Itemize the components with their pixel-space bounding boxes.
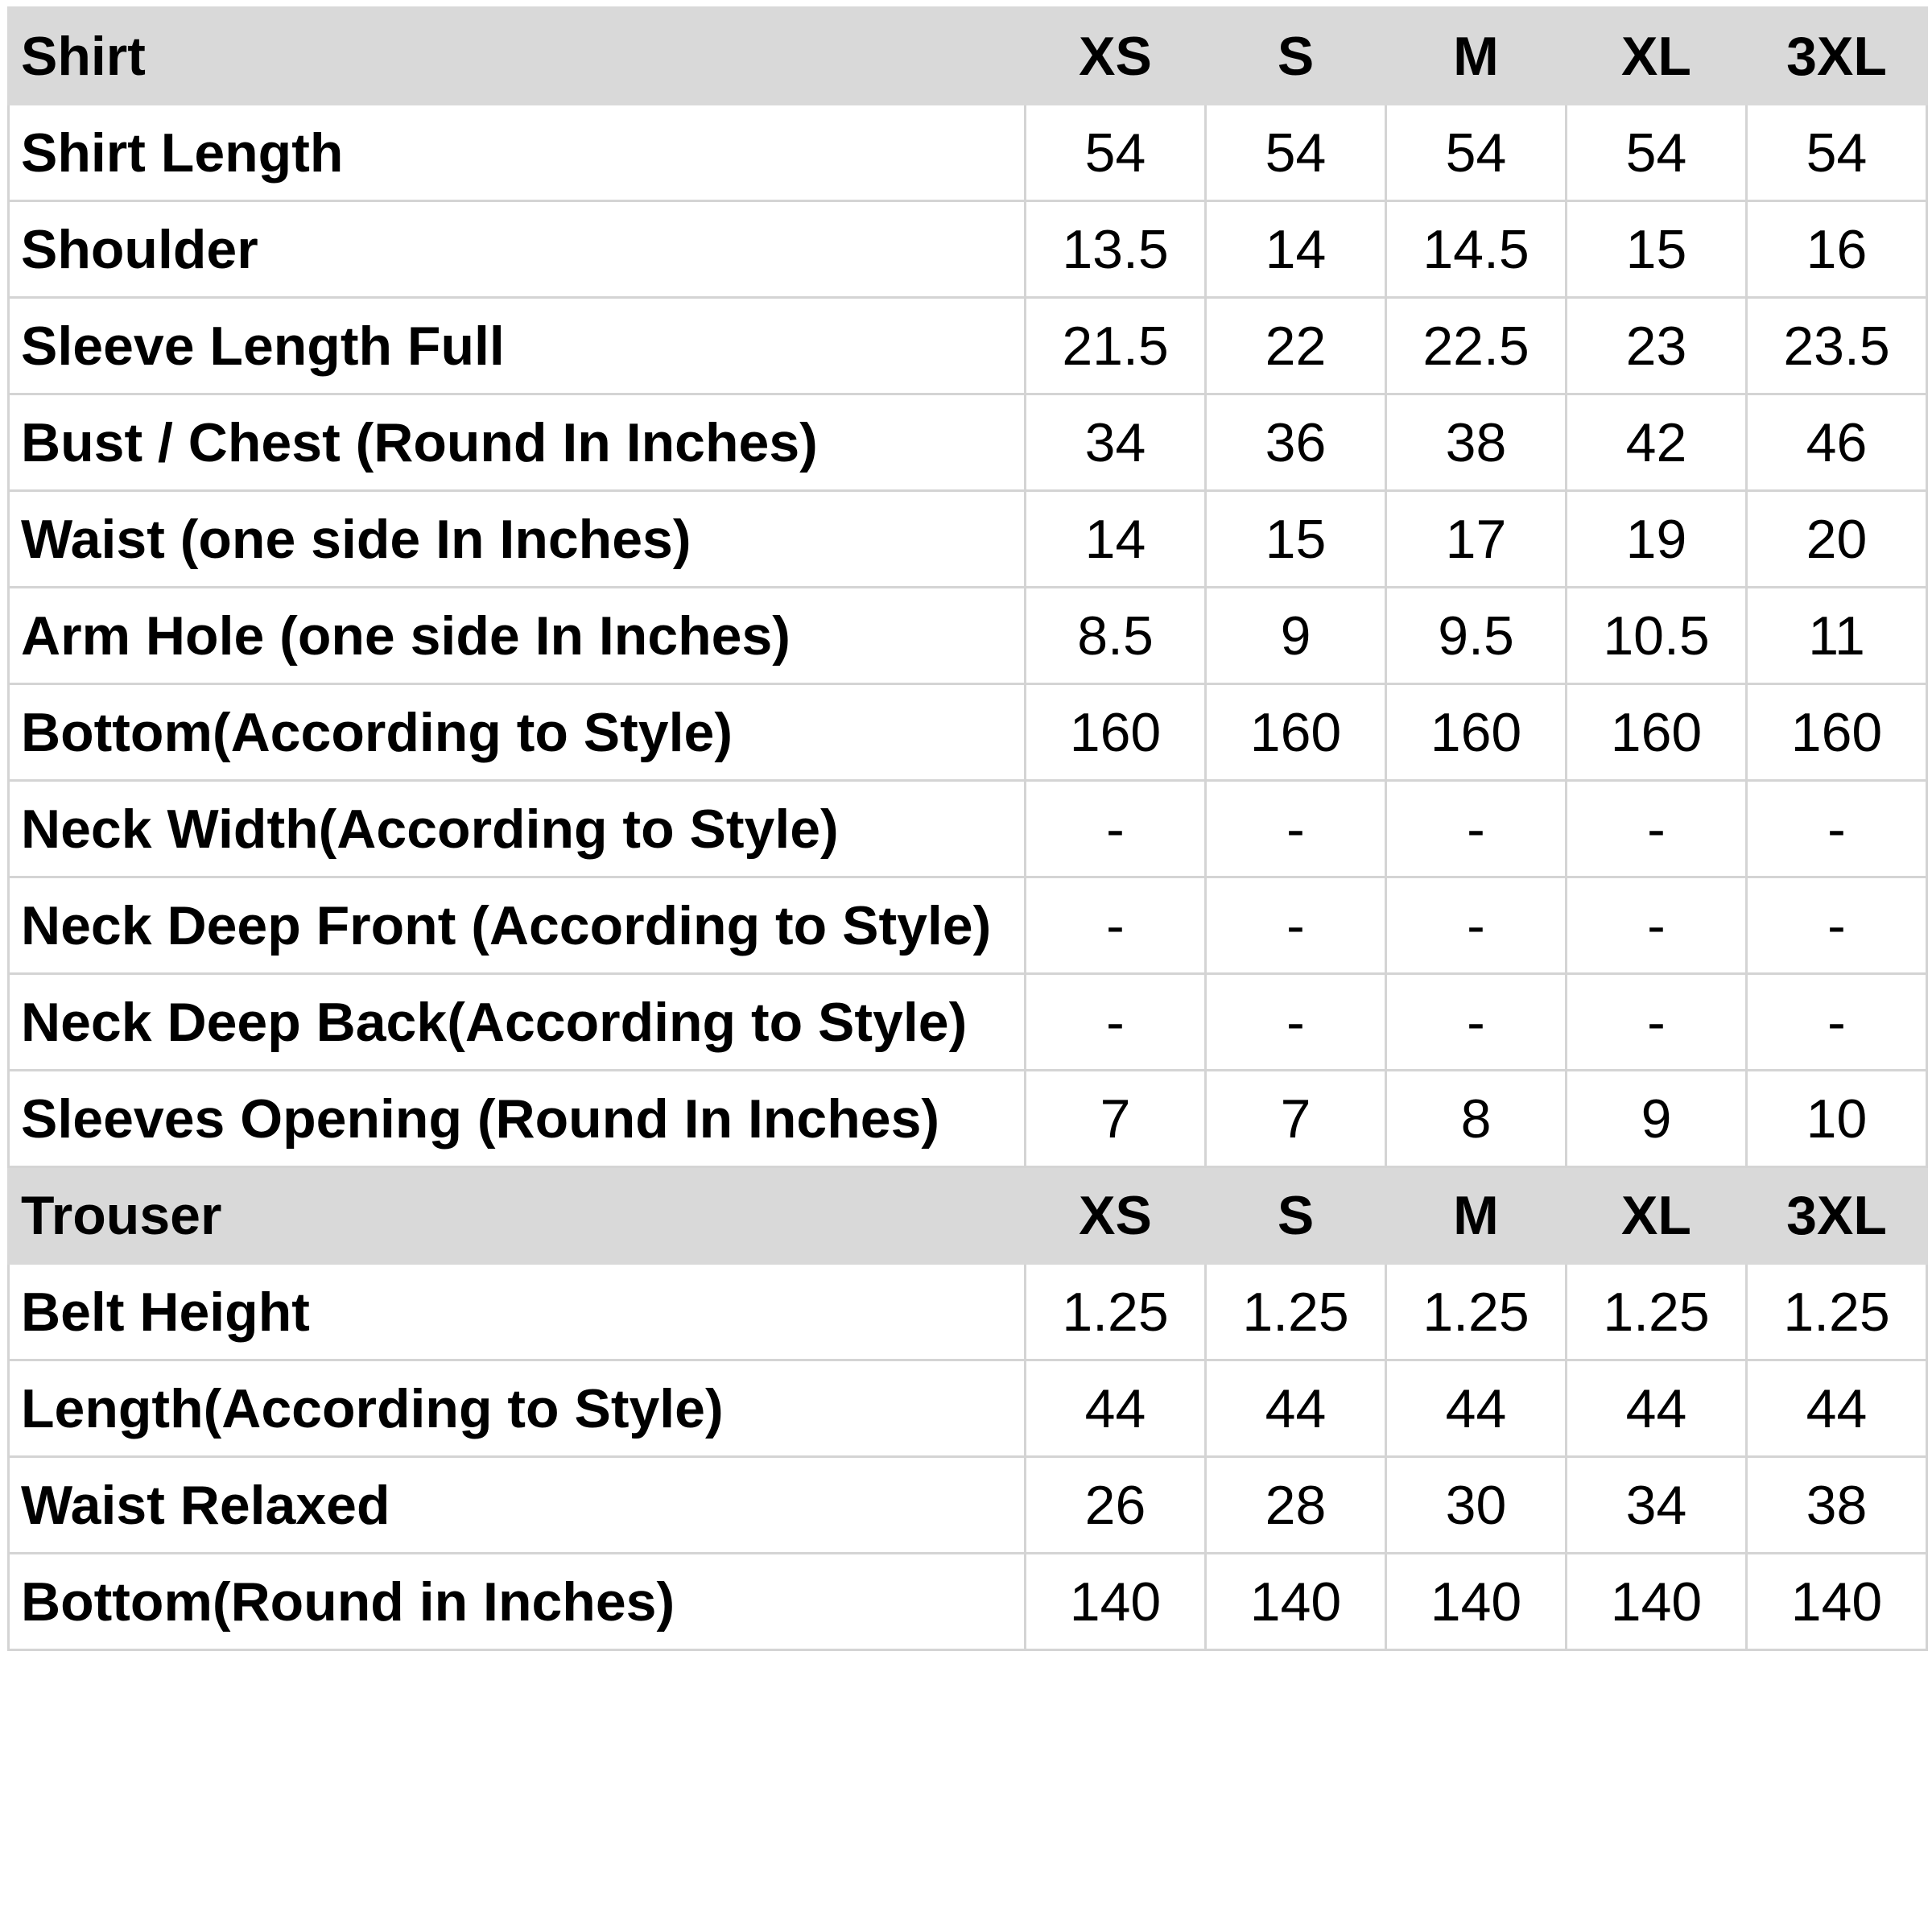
measurement-label: Bottom(Round in Inches) bbox=[9, 1554, 1026, 1650]
measurement-value: 16 bbox=[1747, 201, 1927, 298]
measurement-value: 28 bbox=[1206, 1457, 1386, 1554]
measurement-value: 15 bbox=[1206, 491, 1386, 588]
measurement-value: 46 bbox=[1747, 394, 1927, 491]
measurement-value: 8.5 bbox=[1026, 588, 1206, 684]
size-header: M bbox=[1386, 1167, 1567, 1264]
measurement-value: 15 bbox=[1567, 201, 1747, 298]
measurement-value: 42 bbox=[1567, 394, 1747, 491]
measurement-value: 23.5 bbox=[1747, 298, 1927, 394]
measurement-value: 1.25 bbox=[1026, 1264, 1206, 1360]
measurement-label: Neck Deep Back(According to Style) bbox=[9, 974, 1026, 1071]
table-row bbox=[9, 974, 1927, 1071]
measurement-value: 14.5 bbox=[1386, 201, 1567, 298]
measurement-value: 38 bbox=[1747, 1457, 1927, 1554]
measurement-value: 23 bbox=[1567, 298, 1747, 394]
measurement-label: Waist Relaxed bbox=[9, 1457, 1026, 1554]
measurement-value: 13.5 bbox=[1026, 201, 1206, 298]
measurement-value: 9.5 bbox=[1386, 588, 1567, 684]
measurement-label: Sleeve Length Full bbox=[9, 298, 1026, 394]
size-chart-table bbox=[7, 6, 1928, 1651]
measurement-value: - bbox=[1386, 781, 1567, 877]
measurement-label: Length(According to Style) bbox=[9, 1360, 1026, 1457]
measurement-label: Bottom(According to Style) bbox=[9, 684, 1026, 781]
measurement-value: 160 bbox=[1747, 684, 1927, 781]
measurement-value: 140 bbox=[1567, 1554, 1747, 1650]
measurement-value: 44 bbox=[1206, 1360, 1386, 1457]
measurement-value: 54 bbox=[1026, 105, 1206, 201]
measurement-value: 140 bbox=[1026, 1554, 1206, 1650]
table-row bbox=[9, 1071, 1927, 1167]
measurement-value: 8 bbox=[1386, 1071, 1567, 1167]
measurement-label: Bust / Chest (Round In Inches) bbox=[9, 394, 1026, 491]
size-header: S bbox=[1206, 1167, 1386, 1264]
measurement-label: Neck Width(According to Style) bbox=[9, 781, 1026, 877]
measurement-value: 160 bbox=[1386, 684, 1567, 781]
measurement-value: 44 bbox=[1747, 1360, 1927, 1457]
measurement-value: - bbox=[1747, 781, 1927, 877]
measurement-value: 36 bbox=[1206, 394, 1386, 491]
measurement-value: 11 bbox=[1747, 588, 1927, 684]
table-row bbox=[9, 588, 1927, 684]
size-chart-body bbox=[9, 8, 1927, 1650]
measurement-value: 34 bbox=[1567, 1457, 1747, 1554]
size-header: 3XL bbox=[1747, 1167, 1927, 1264]
size-header: M bbox=[1386, 8, 1567, 105]
measurement-value: 160 bbox=[1026, 684, 1206, 781]
measurement-label: Sleeves Opening (Round In Inches) bbox=[9, 1071, 1026, 1167]
measurement-value: - bbox=[1026, 781, 1206, 877]
section-title: Trouser bbox=[9, 1167, 1026, 1264]
measurement-value: 54 bbox=[1567, 105, 1747, 201]
table-row bbox=[9, 684, 1927, 781]
measurement-value: - bbox=[1206, 974, 1386, 1071]
measurement-value: 140 bbox=[1747, 1554, 1927, 1650]
measurement-label: Belt Height bbox=[9, 1264, 1026, 1360]
table-row bbox=[9, 1554, 1927, 1650]
table-row bbox=[9, 491, 1927, 588]
measurement-value: - bbox=[1567, 877, 1747, 974]
size-header: 3XL bbox=[1747, 8, 1927, 105]
table-row bbox=[9, 781, 1927, 877]
table-row bbox=[9, 877, 1927, 974]
measurement-value: 26 bbox=[1026, 1457, 1206, 1554]
measurement-value: - bbox=[1386, 974, 1567, 1071]
table-row bbox=[9, 201, 1927, 298]
size-header: XS bbox=[1026, 8, 1206, 105]
measurement-value: - bbox=[1567, 781, 1747, 877]
measurement-label: Arm Hole (one side In Inches) bbox=[9, 588, 1026, 684]
measurement-value: 160 bbox=[1206, 684, 1386, 781]
shirt-section-header bbox=[9, 8, 1927, 105]
measurement-value: 140 bbox=[1386, 1554, 1567, 1650]
table-row bbox=[9, 298, 1927, 394]
measurement-value: 22 bbox=[1206, 298, 1386, 394]
measurement-value: 9 bbox=[1567, 1071, 1747, 1167]
measurement-value: - bbox=[1386, 877, 1567, 974]
measurement-value: 1.25 bbox=[1386, 1264, 1567, 1360]
measurement-value: - bbox=[1747, 974, 1927, 1071]
measurement-value: 7 bbox=[1026, 1071, 1206, 1167]
measurement-value: 44 bbox=[1026, 1360, 1206, 1457]
measurement-value: 54 bbox=[1386, 105, 1567, 201]
measurement-value: 20 bbox=[1747, 491, 1927, 588]
table-row bbox=[9, 105, 1927, 201]
measurement-value: - bbox=[1567, 974, 1747, 1071]
measurement-value: - bbox=[1026, 877, 1206, 974]
measurement-value: 34 bbox=[1026, 394, 1206, 491]
table-row bbox=[9, 394, 1927, 491]
measurement-value: 160 bbox=[1567, 684, 1747, 781]
measurement-value: 21.5 bbox=[1026, 298, 1206, 394]
measurement-value: - bbox=[1026, 974, 1206, 1071]
measurement-value: 38 bbox=[1386, 394, 1567, 491]
measurement-value: 54 bbox=[1747, 105, 1927, 201]
measurement-value: 10 bbox=[1747, 1071, 1927, 1167]
measurement-value: 9 bbox=[1206, 588, 1386, 684]
measurement-value: 19 bbox=[1567, 491, 1747, 588]
measurement-value: 17 bbox=[1386, 491, 1567, 588]
trouser-section-header bbox=[9, 1167, 1927, 1264]
size-header: XL bbox=[1567, 1167, 1747, 1264]
section-title: Shirt bbox=[9, 8, 1026, 105]
measurement-label: Shirt Length bbox=[9, 105, 1026, 201]
measurement-label: Waist (one side In Inches) bbox=[9, 491, 1026, 588]
size-header: XS bbox=[1026, 1167, 1206, 1264]
measurement-value: - bbox=[1747, 877, 1927, 974]
measurement-value: 7 bbox=[1206, 1071, 1386, 1167]
measurement-value: 1.25 bbox=[1747, 1264, 1927, 1360]
table-row bbox=[9, 1457, 1927, 1554]
measurement-value: 22.5 bbox=[1386, 298, 1567, 394]
size-header: XL bbox=[1567, 8, 1747, 105]
measurement-value: 44 bbox=[1386, 1360, 1567, 1457]
table-row bbox=[9, 1264, 1927, 1360]
measurement-value: 140 bbox=[1206, 1554, 1386, 1650]
measurement-value: 1.25 bbox=[1567, 1264, 1747, 1360]
measurement-value: 14 bbox=[1206, 201, 1386, 298]
measurement-value: - bbox=[1206, 781, 1386, 877]
measurement-value: 30 bbox=[1386, 1457, 1567, 1554]
table-row bbox=[9, 1360, 1927, 1457]
size-header: S bbox=[1206, 8, 1386, 105]
measurement-value: 1.25 bbox=[1206, 1264, 1386, 1360]
measurement-value: - bbox=[1206, 877, 1386, 974]
measurement-value: 44 bbox=[1567, 1360, 1747, 1457]
measurement-value: 54 bbox=[1206, 105, 1386, 201]
measurement-value: 14 bbox=[1026, 491, 1206, 588]
measurement-label: Neck Deep Front (According to Style) bbox=[9, 877, 1026, 974]
measurement-label: Shoulder bbox=[9, 201, 1026, 298]
measurement-value: 10.5 bbox=[1567, 588, 1747, 684]
